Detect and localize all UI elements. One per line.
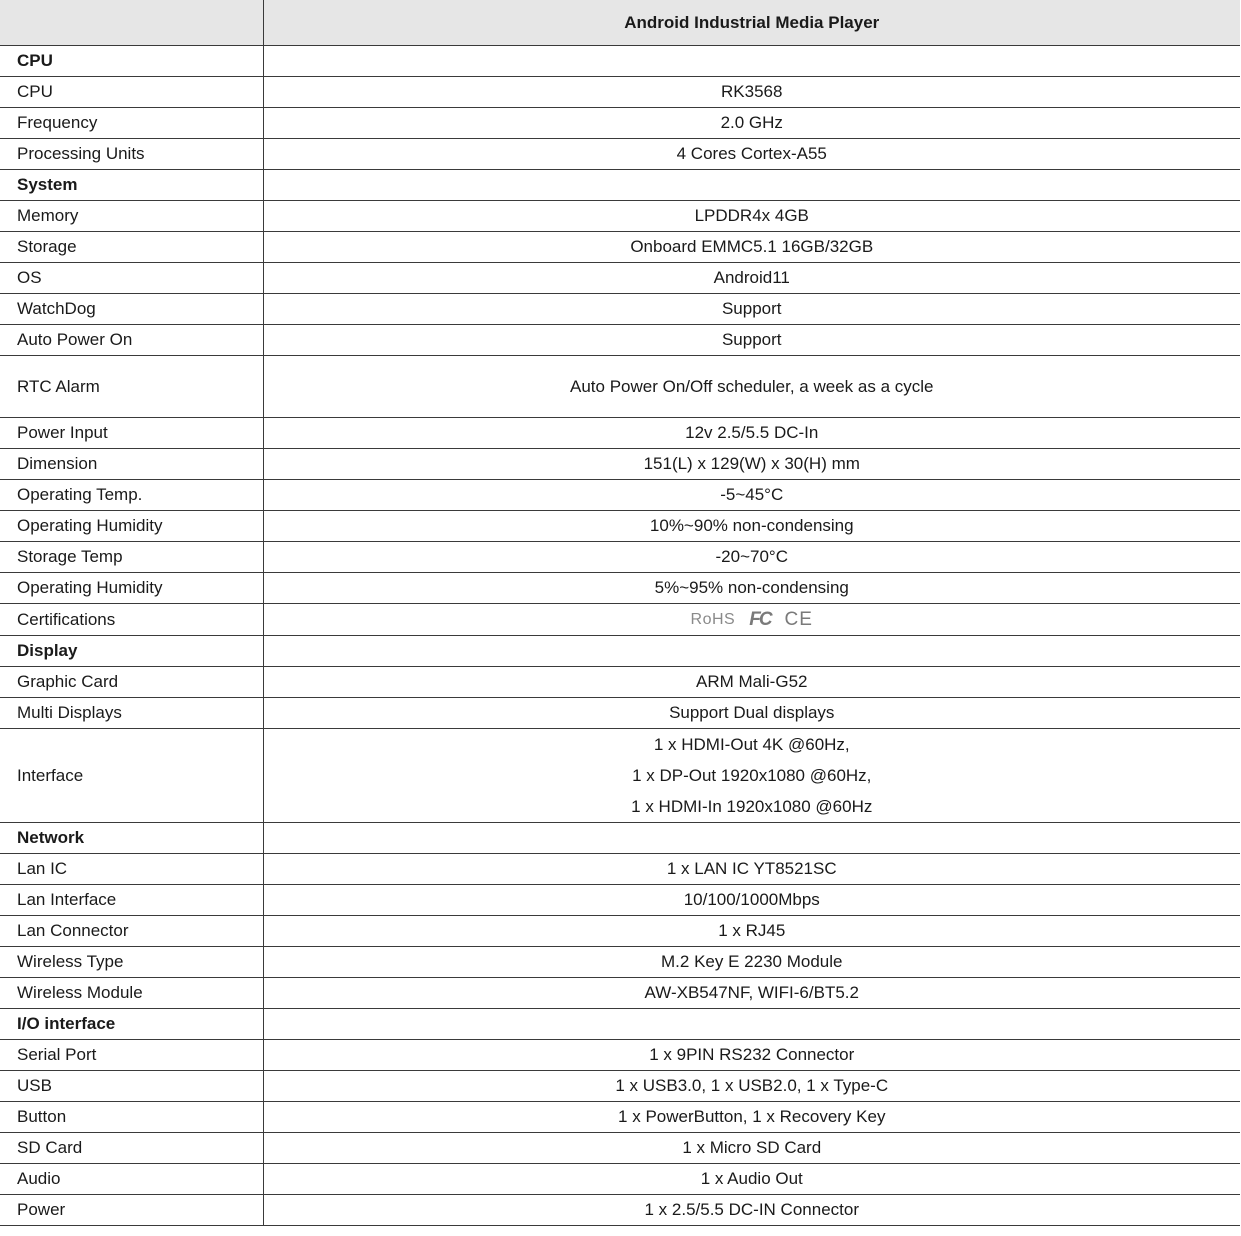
table-row [0, 511, 1240, 542]
spec-table-body [0, 46, 1240, 1226]
spec-label: Certifications [0, 604, 263, 636]
spec-label: RTC Alarm [0, 356, 263, 418]
spec-label: Storage [0, 232, 263, 263]
section-title: System [0, 170, 263, 201]
spec-value [263, 1009, 1240, 1040]
spec-value: 1 x USB3.0, 1 x USB2.0, 1 x Type-C [263, 1071, 1240, 1102]
spec-label: Lan Connector [0, 916, 263, 947]
spec-label: Lan Interface [0, 885, 263, 916]
spec-value: 1 x RJ45 [263, 916, 1240, 947]
spec-value: 10/100/1000Mbps [263, 885, 1240, 916]
table-row [0, 947, 1240, 978]
spec-value: 1 x PowerButton, 1 x Recovery Key [263, 1102, 1240, 1133]
section-row [0, 1009, 1240, 1040]
spec-label: Interface [0, 729, 263, 823]
spec-value: LPDDR4x 4GB [263, 201, 1240, 232]
spec-value: 4 Cores Cortex-A55 [263, 139, 1240, 170]
spec-label: Storage Temp [0, 542, 263, 573]
spec-value [263, 729, 1240, 823]
spec-value: 1 x LAN IC YT8521SC [263, 854, 1240, 885]
spec-label: USB [0, 1071, 263, 1102]
spec-value: 1 x 9PIN RS232 Connector [263, 1040, 1240, 1071]
spec-value: 1 x 2.5/5.5 DC-IN Connector [263, 1195, 1240, 1226]
table-row [0, 978, 1240, 1009]
spec-value [263, 636, 1240, 667]
header-product-name: Android Industrial Media Player [263, 0, 1240, 46]
section-title: Display [0, 636, 263, 667]
table-row [0, 480, 1240, 511]
spec-label: Auto Power On [0, 325, 263, 356]
table-row [0, 232, 1240, 263]
table-row [0, 1133, 1240, 1164]
spec-label: Wireless Module [0, 978, 263, 1009]
spec-value [263, 46, 1240, 77]
spec-value: Support [263, 294, 1240, 325]
spec-value: Android11 [263, 263, 1240, 294]
spec-value: Support Dual displays [263, 698, 1240, 729]
table-row [0, 885, 1240, 916]
spec-label: SD Card [0, 1133, 263, 1164]
section-title: CPU [0, 46, 263, 77]
table-row [0, 698, 1240, 729]
ce-logo: CE [784, 609, 813, 630]
spec-label: Operating Humidity [0, 573, 263, 604]
spec-label: Operating Temp. [0, 480, 263, 511]
spec-label: Audio [0, 1164, 263, 1195]
section-row [0, 170, 1240, 201]
spec-value: Onboard EMMC5.1 16GB/32GB [263, 232, 1240, 263]
spec-value: 2.0 GHz [263, 108, 1240, 139]
spec-value: 151(L) x 129(W) x 30(H) mm [263, 449, 1240, 480]
spec-value-line: 1 x HDMI-Out 4K @60Hz, [653, 735, 850, 754]
table-row [0, 263, 1240, 294]
table-row [0, 667, 1240, 698]
rohs-logo: RoHS [690, 611, 736, 628]
table-row [0, 1164, 1240, 1195]
spec-label: Lan IC [0, 854, 263, 885]
table-row [0, 77, 1240, 108]
spec-label: Wireless Type [0, 947, 263, 978]
table-row [0, 1195, 1240, 1226]
spec-value: RK3568 [263, 77, 1240, 108]
spec-label: Processing Units [0, 139, 263, 170]
spec-label: Graphic Card [0, 667, 263, 698]
header-label-cell [0, 0, 263, 46]
table-row [0, 1071, 1240, 1102]
table-row [0, 294, 1240, 325]
table-row [0, 356, 1240, 418]
spec-value [263, 170, 1240, 201]
table-row [0, 604, 1240, 636]
section-title: I/O interface [0, 1009, 263, 1040]
table-row [0, 573, 1240, 604]
spec-label: Operating Humidity [0, 511, 263, 542]
spec-label: OS [0, 263, 263, 294]
section-title: Network [0, 823, 263, 854]
spec-value: 10%~90% non-condensing [263, 511, 1240, 542]
spec-label: WatchDog [0, 294, 263, 325]
table-row [0, 1040, 1240, 1071]
table-row [0, 201, 1240, 232]
section-row [0, 636, 1240, 667]
fcc-logo: FC [749, 609, 771, 630]
table-row [0, 542, 1240, 573]
table-row [0, 729, 1240, 823]
spec-label: Dimension [0, 449, 263, 480]
spec-value: 1 x Micro SD Card [263, 1133, 1240, 1164]
spec-value: ARM Mali-G52 [263, 667, 1240, 698]
spec-value-line: 1 x HDMI-In 1920x1080 @60Hz [631, 797, 873, 816]
spec-value: 5%~95% non-condensing [263, 573, 1240, 604]
spec-value [263, 823, 1240, 854]
spec-label: CPU [0, 77, 263, 108]
spec-value: 12v 2.5/5.5 DC-In [263, 418, 1240, 449]
spec-value: -5~45°C [263, 480, 1240, 511]
table-row [0, 325, 1240, 356]
table-row [0, 1102, 1240, 1133]
spec-value [263, 604, 1240, 636]
table-row [0, 449, 1240, 480]
table-row [0, 854, 1240, 885]
spec-label: Serial Port [0, 1040, 263, 1071]
spec-value: M.2 Key E 2230 Module [263, 947, 1240, 978]
section-row [0, 46, 1240, 77]
spec-value: Support [263, 325, 1240, 356]
spec-value: Auto Power On/Off scheduler, a week as a cycle [263, 356, 1240, 418]
spec-label: Memory [0, 201, 263, 232]
table-header-row [0, 0, 1240, 46]
section-row [0, 823, 1240, 854]
spec-label: Frequency [0, 108, 263, 139]
table-row [0, 139, 1240, 170]
spec-value-line: 1 x DP-Out 1920x1080 @60Hz, [632, 766, 872, 785]
spec-label: Power Input [0, 418, 263, 449]
spec-label: Button [0, 1102, 263, 1133]
spec-value: 1 x Audio Out [263, 1164, 1240, 1195]
table-row [0, 916, 1240, 947]
spec-value: -20~70°C [263, 542, 1240, 573]
spec-label: Multi Displays [0, 698, 263, 729]
table-row [0, 108, 1240, 139]
spec-label: Power [0, 1195, 263, 1226]
spec-value: AW-XB547NF, WIFI-6/BT5.2 [263, 978, 1240, 1009]
certification-logos [691, 605, 813, 635]
table-row [0, 418, 1240, 449]
